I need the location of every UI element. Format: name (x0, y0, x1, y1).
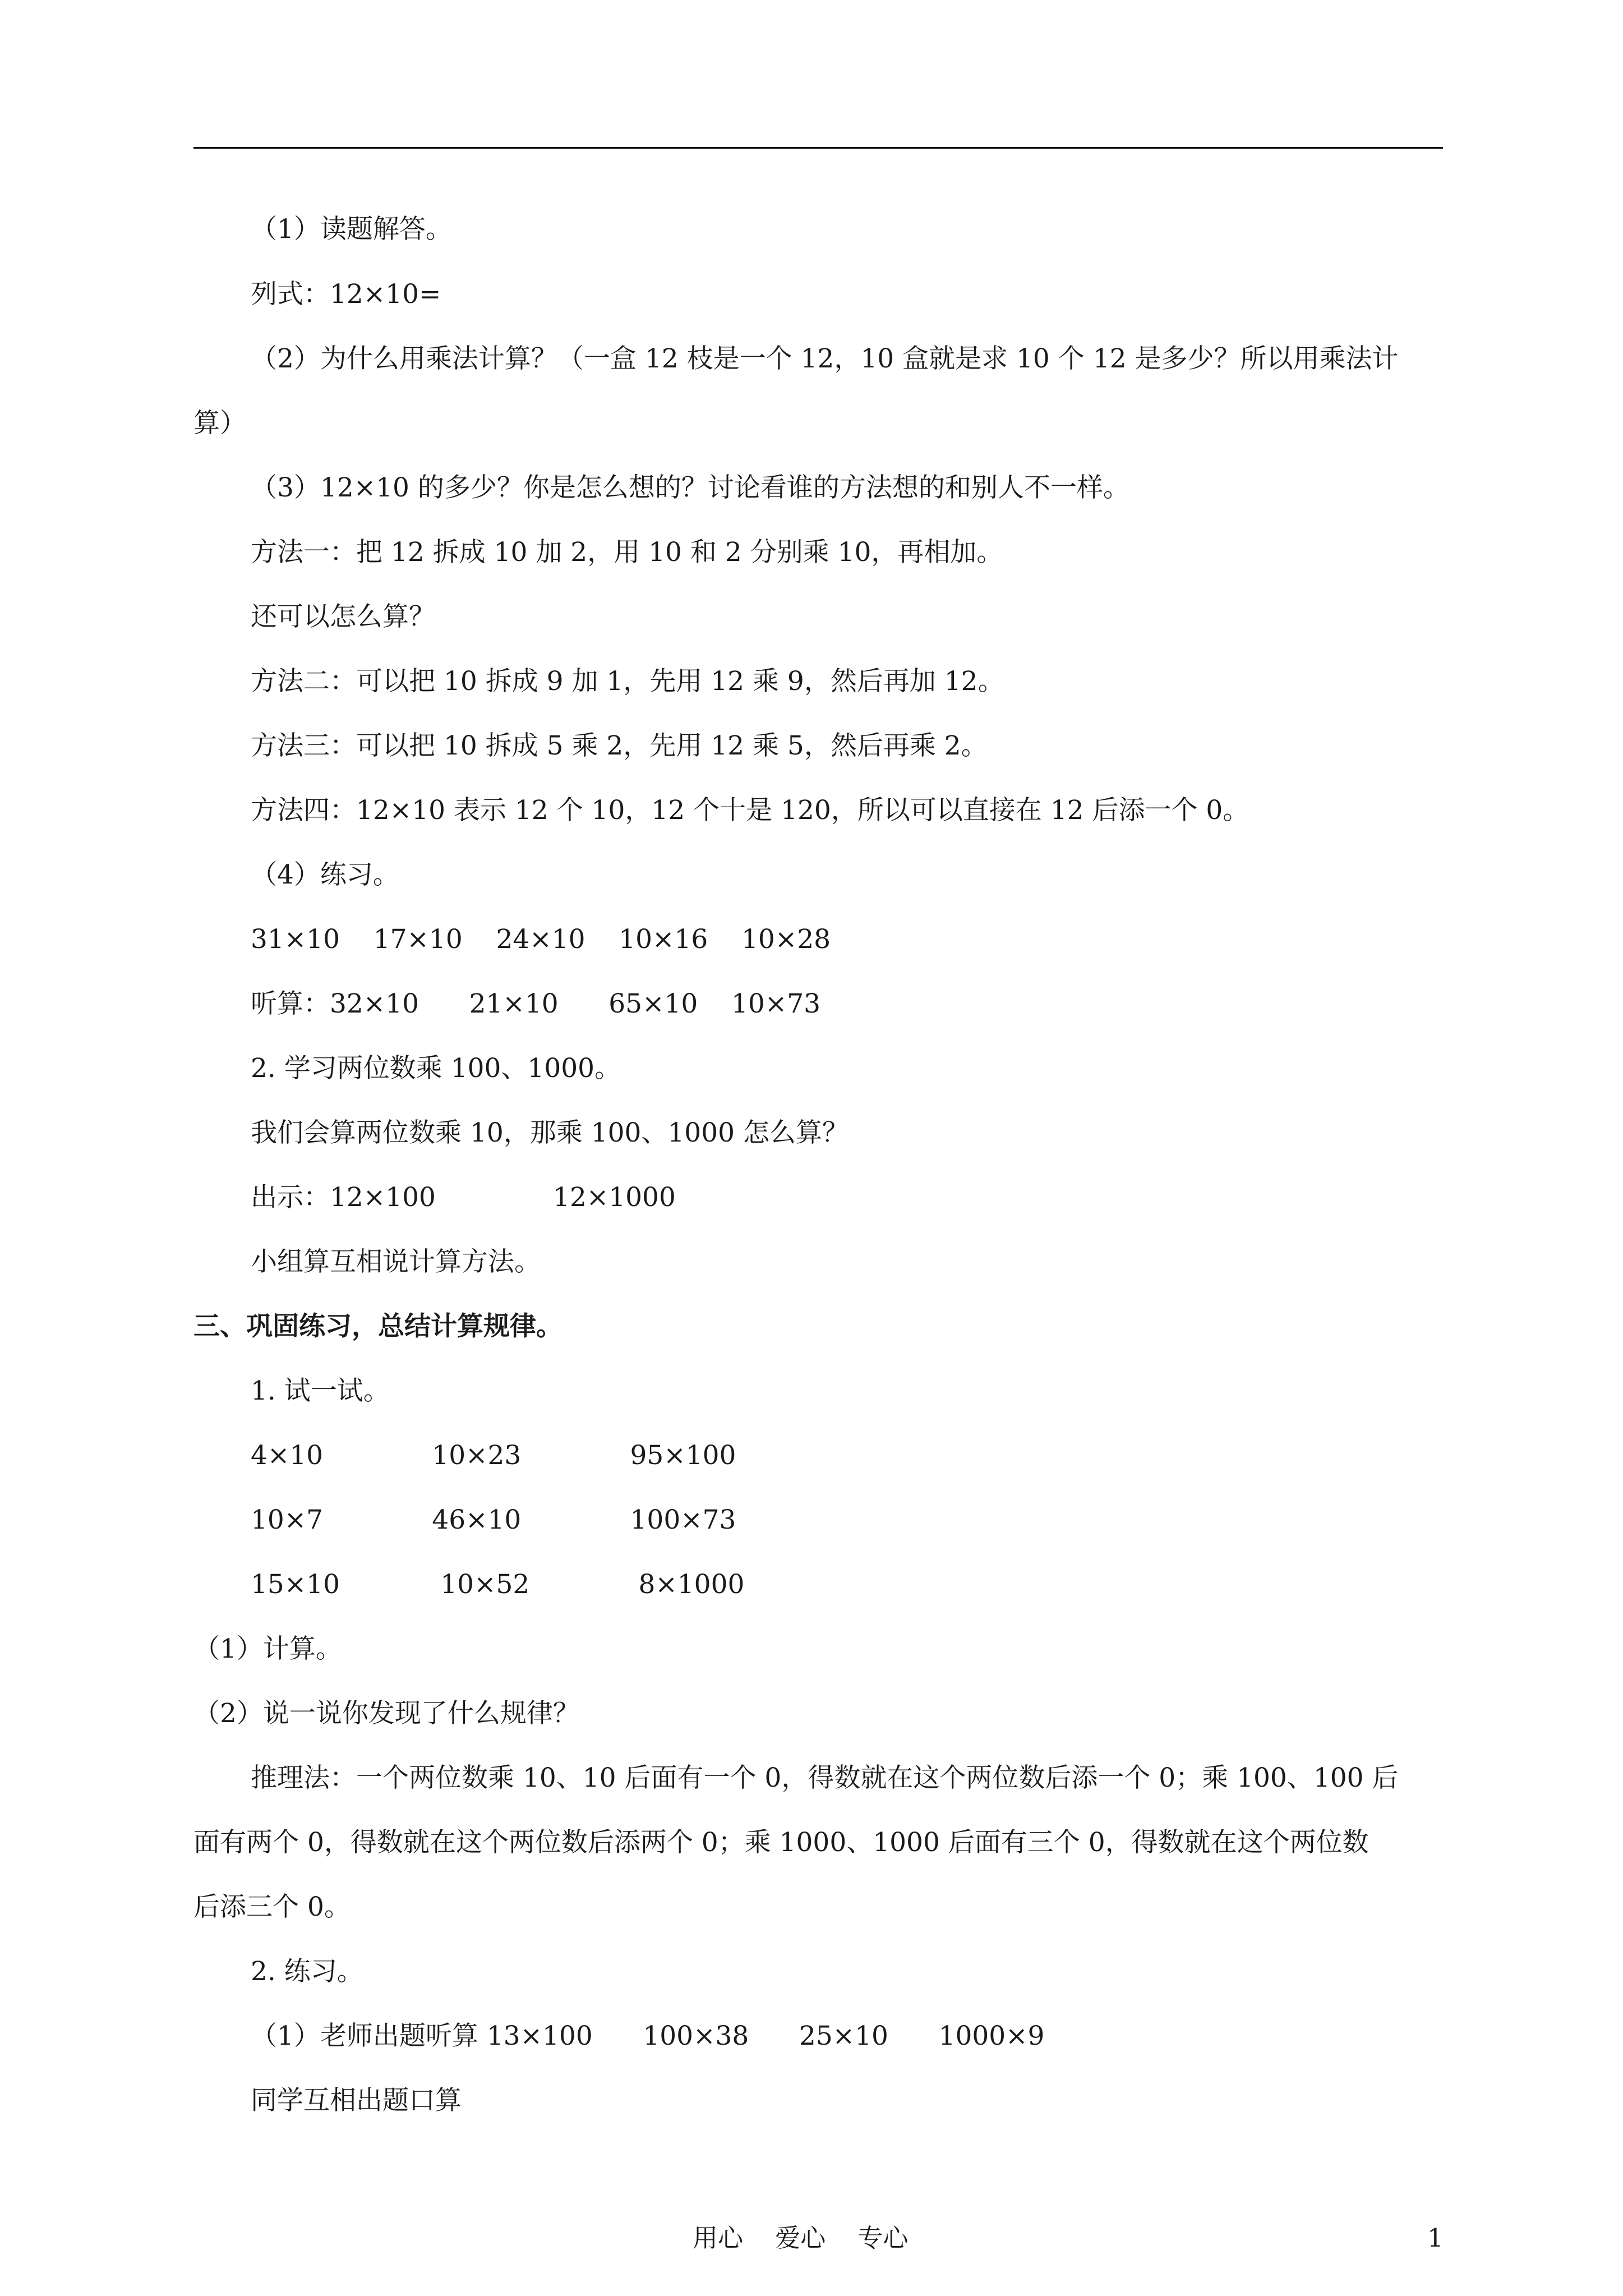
try-it-heading: 1. 试一试。 (251, 1375, 390, 1406)
calc-instruction: （1）计算。 (193, 1634, 342, 1664)
rule-question: （2）说一说你发现了什么规律？ (193, 1698, 579, 1729)
section-3-heading: 三、巩固练习，总结计算规律。 (193, 1311, 562, 1342)
step-4-practice: （4）练习。 (251, 859, 399, 890)
method-2: 方法二：可以把 10 拆成 9 加 1，先用 12 乘 9，然后再加 12。 (251, 666, 1004, 697)
step-3-how-much: （3）12×10 的多少？你是怎么想的？讨论看谁的方法想的和别人不一样。 (251, 472, 1129, 503)
method-3: 方法三：可以把 10 拆成 5 乘 2，先用 12 乘 5，然后再乘 2。 (251, 730, 988, 761)
step-1-read-question: （1）读题解答。 (251, 214, 452, 245)
practice-2-heading: 2. 练习。 (251, 1956, 363, 1987)
try-it-row-3: 15×10 10×52 8×1000 (251, 1569, 745, 1600)
peer-oral-calc: 同学互相出题口算 (251, 2085, 462, 2116)
show-examples: 出示：12×100 12×1000 (251, 1182, 676, 1213)
step-2-why-multiply: （2）为什么用乘法计算？（一盒 12 枝是一个 12，10 盒就是求 10 个 12 是多少？所以用乘法计 (251, 343, 1399, 374)
step-2-why-multiply-cont: 算） (193, 408, 246, 439)
try-it-row-2: 10×7 46×10 100×73 (251, 1504, 736, 1535)
listening-calc-row: 听算：32×10 21×10 65×10 10×73 (251, 988, 821, 1019)
section-2-heading: 2. 学习两位数乘 100、1000。 (251, 1053, 621, 1084)
teacher-listening-calc: （1）老师出题听算 13×100 100×38 25×10 1000×9 (251, 2021, 1045, 2051)
step-1-formula: 列式：12×10= (251, 279, 441, 310)
footer-motto: 用心 爱心 专心 (693, 2223, 909, 2253)
section-2-question: 我们会算两位数乘 10，那乘 100、1000 怎么算？ (251, 1117, 849, 1148)
header-rule (193, 147, 1443, 149)
method-1: 方法一：把 12 拆成 10 加 2，用 10 和 2 分别乘 10，再相加。 (251, 537, 1003, 568)
other-method-question: 还可以怎么算？ (251, 601, 435, 632)
try-it-row-1: 4×10 10×23 95×100 (251, 1440, 736, 1471)
method-4: 方法四：12×10 表示 12 个 10，12 个十是 120，所以可以直接在 12 后添一个 0。 (251, 795, 1249, 826)
group-discussion: 小组算互相说计算方法。 (251, 1246, 541, 1277)
reasoning-line-2: 面有两个 0，得数就在这个两位数后添两个 0；乘 1000、1000 后面有三个 0，得数就在这个两位数 (193, 1827, 1369, 1858)
page-number: 1 (1427, 2223, 1444, 2253)
reasoning-line-1: 推理法：一个两位数乘 10、10 后面有一个 0，得数就在这个两位数后添一个 0；乘 100、100 后 (251, 1763, 1399, 1793)
reasoning-line-3: 后添三个 0。 (193, 1892, 351, 1922)
practice-row-1: 31×10 17×10 24×10 10×16 10×28 (251, 924, 831, 955)
